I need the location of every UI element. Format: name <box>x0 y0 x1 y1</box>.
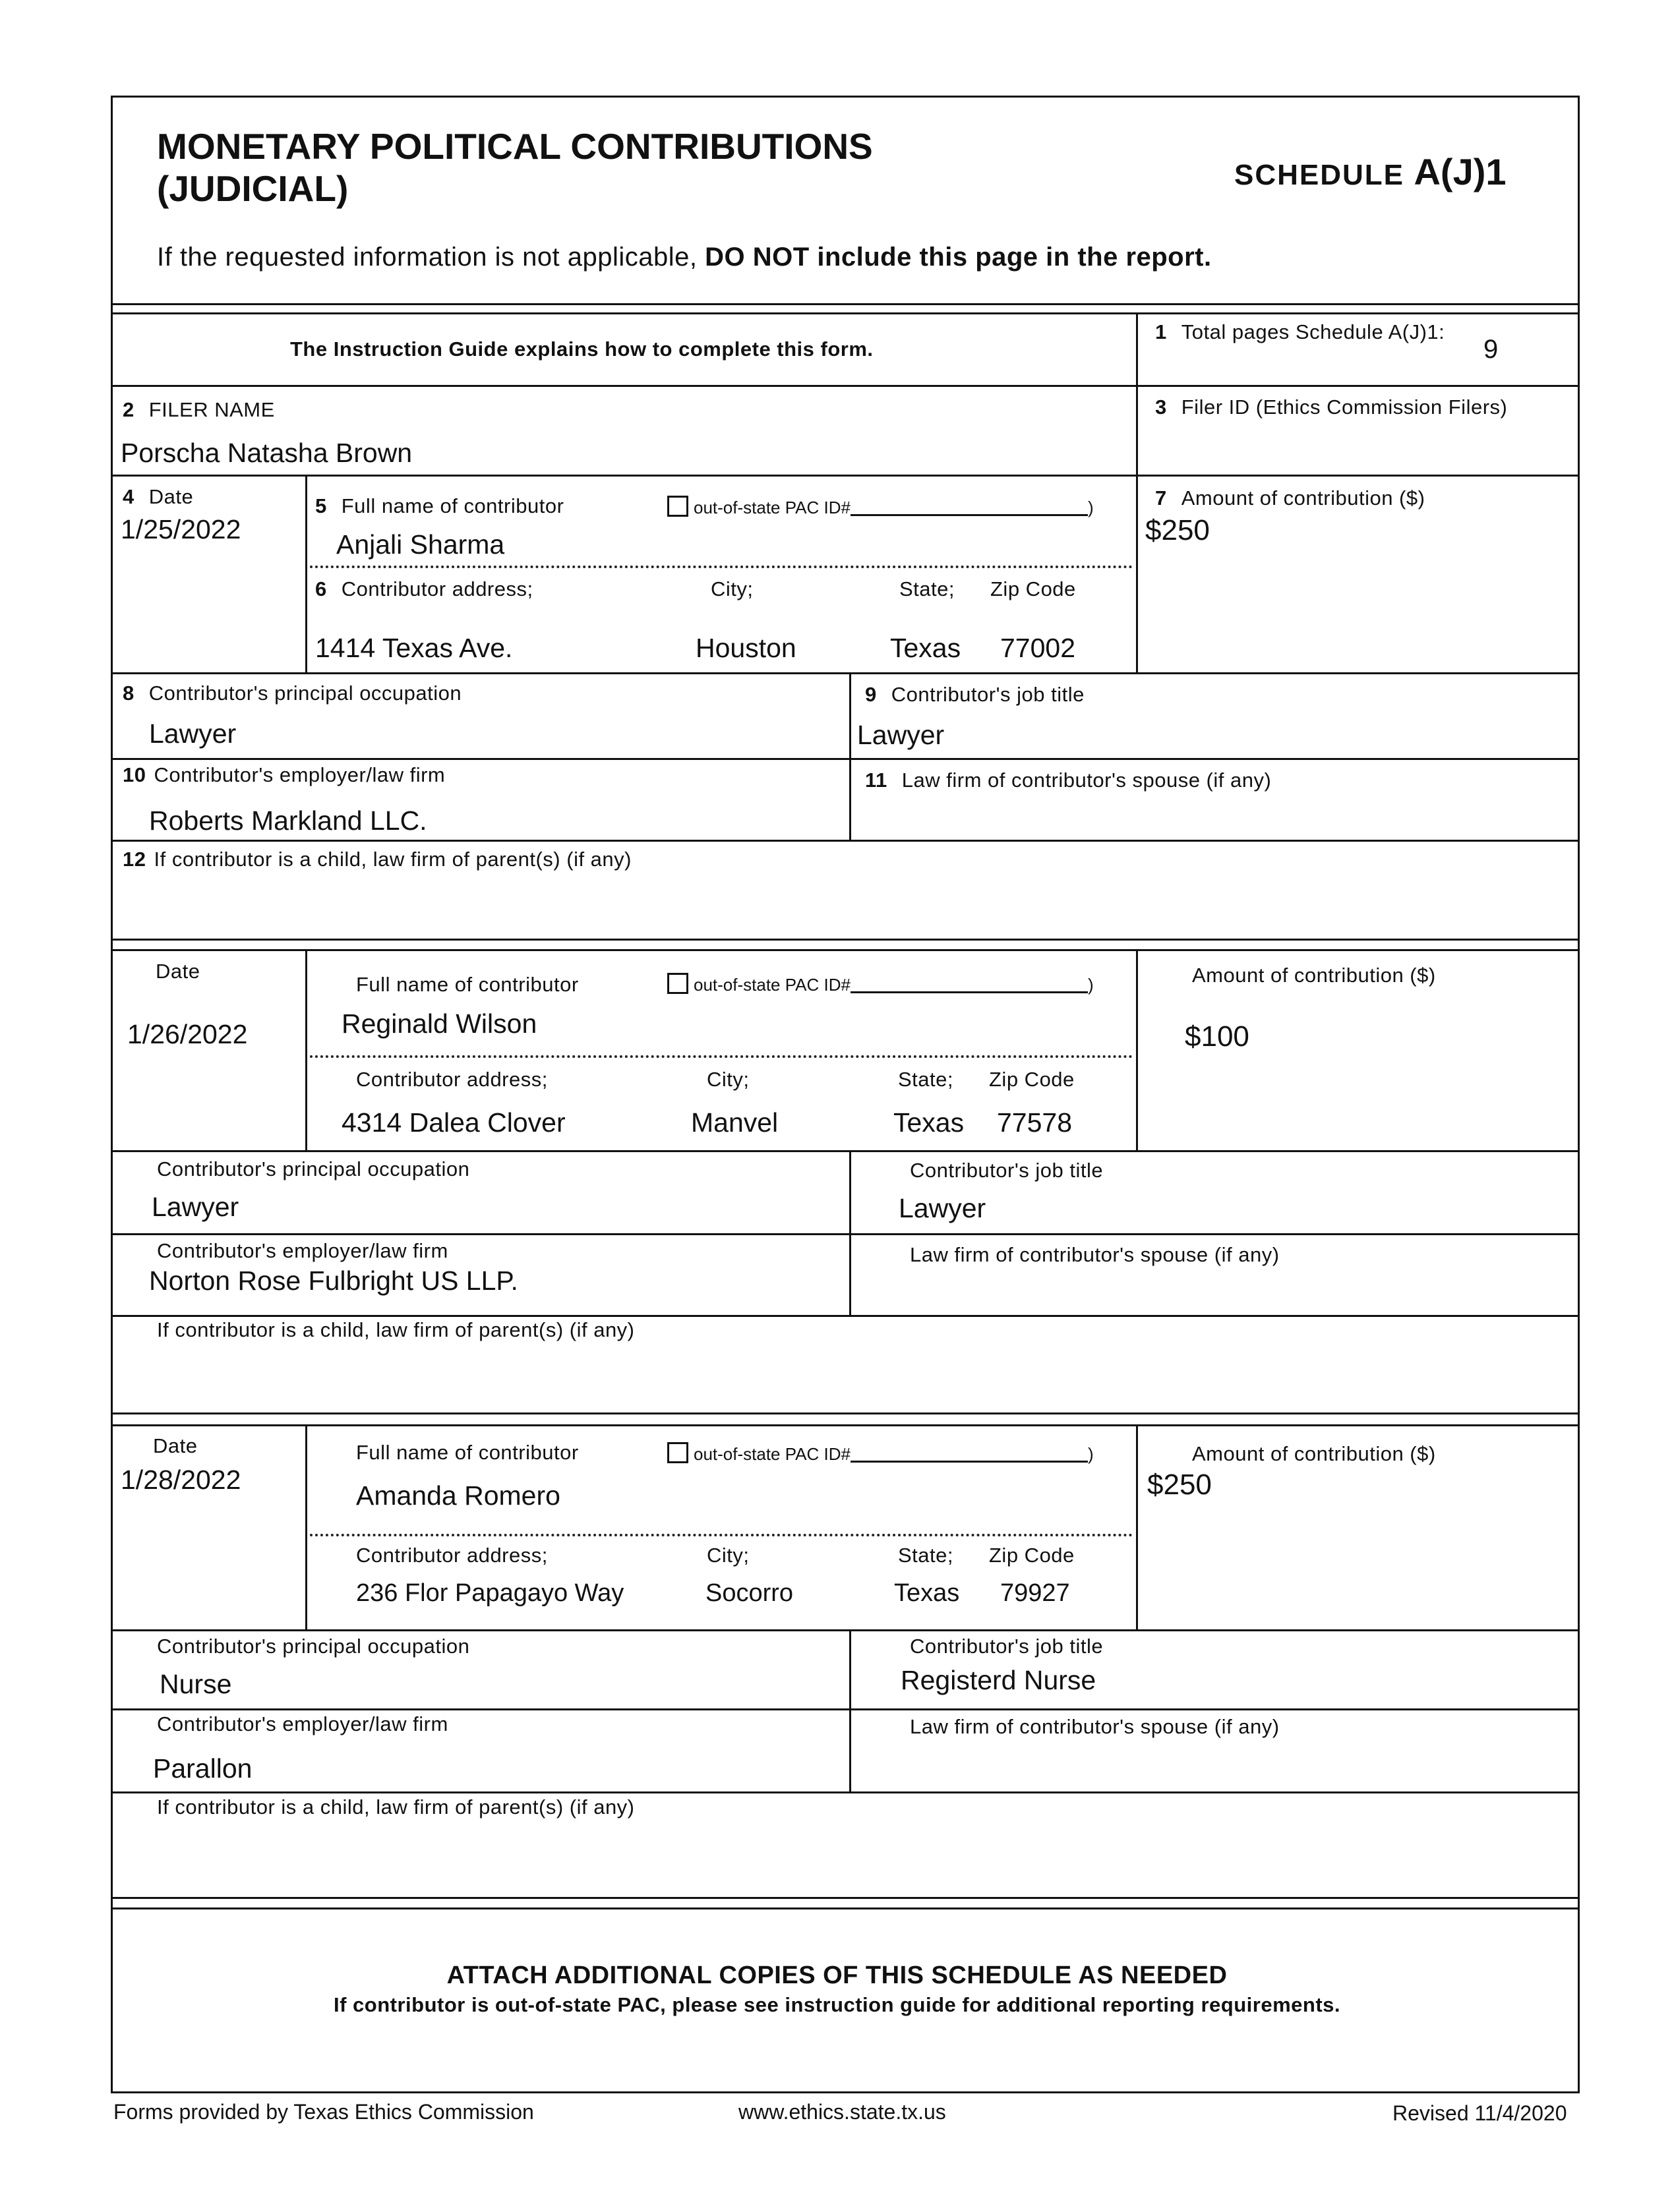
date-label: Date <box>153 1434 198 1457</box>
address-value: 4314 Dalea Clover <box>342 1107 566 1138</box>
zip-value: 79927 <box>1000 1579 1070 1607</box>
state-value: Texas <box>893 1107 965 1138</box>
notice-text: If the requested information is not applicable, <box>157 243 698 272</box>
job-title-label: 9 Contributor's job title <box>865 683 1085 706</box>
date-label: 4 Date <box>123 485 194 508</box>
form-title <box>157 125 873 210</box>
zip-value: 77002 <box>1000 633 1076 663</box>
city-label: City; <box>707 1544 750 1567</box>
job-title-value: Lawyer <box>899 1193 986 1223</box>
filer-name-label: 2 FILER NAME <box>123 398 275 421</box>
address-value: 1414 Texas Ave. <box>315 633 513 663</box>
date-value: 1/28/2022 <box>121 1465 241 1495</box>
city-label: City; <box>711 577 754 600</box>
state-value: Texas <box>894 1579 960 1607</box>
amount-label: Amount of contribution ($) <box>1192 1442 1436 1465</box>
occupation-label: Contributor's principal occupation <box>157 1635 470 1658</box>
spouse-firm-label: 11 Law firm of contributor's spouse (if any) <box>865 769 1272 792</box>
attach-notice: ATTACH ADDITIONAL COPIES OF THIS SCHEDULE AS NEEDED <box>446 1962 1228 1989</box>
state-label: State; <box>898 1544 953 1567</box>
amount-value: $100 <box>1185 1020 1249 1053</box>
contributor-name: Amanda Romero <box>356 1480 560 1511</box>
occupation-value: Lawyer <box>149 718 237 749</box>
employer-label: Contributor's employer/law firm <box>157 1712 448 1735</box>
amount-value: $250 <box>1145 514 1210 546</box>
form-title-line2: (JUDICIAL) <box>157 168 349 209</box>
parent-firm-label: If contributor is a child, law firm of parent(s) (if any) <box>157 1318 635 1341</box>
filer-name-value: Porscha Natasha Brown <box>121 438 413 468</box>
filer-id-label: 3 Filer ID (Ethics Commission Filers) <box>1155 395 1508 419</box>
employer-label: 10 Contributor's employer/law firm <box>123 763 446 786</box>
out-of-state-pac-checkbox[interactable]: out-of-state PAC ID# ) <box>667 1442 1094 1465</box>
amount-label: 7 Amount of contribution ($) <box>1155 486 1425 509</box>
occupation-label: Contributor's principal occupation <box>157 1157 470 1180</box>
schedule-code: A(J)1 <box>1414 151 1507 192</box>
pac-checkbox-box[interactable] <box>667 973 688 994</box>
footer-revised: Revised 11/4/2020 <box>1392 2101 1567 2125</box>
amount-label: Amount of contribution ($) <box>1192 964 1436 987</box>
state-label: State; <box>899 577 955 600</box>
employer-value: Roberts Markland LLC. <box>149 805 427 836</box>
address-label: 6 Contributor address; <box>315 577 533 600</box>
date-value: 1/26/2022 <box>127 1019 248 1049</box>
address-label: Contributor address; <box>356 1544 548 1567</box>
full-name-label: 5 Full name of contributor <box>315 494 564 517</box>
form-title-line1: MONETARY POLITICAL CONTRIBUTIONS <box>157 126 873 167</box>
parent-firm-label: 12 If contributor is a child, law firm of parent(s) (if any) <box>123 848 632 871</box>
zip-label: Zip Code <box>990 577 1076 600</box>
zip-label: Zip Code <box>989 1544 1075 1567</box>
occupation-label: 8 Contributor's principal occupation <box>123 682 462 705</box>
address-value: 236 Flor Papagayo Way <box>356 1579 624 1607</box>
instruction-text: The Instruction Guide explains how to complete this form. <box>290 337 874 361</box>
date-label: Date <box>156 960 200 983</box>
job-title-label: Contributor's job title <box>910 1635 1104 1658</box>
schedule-id <box>1234 150 1507 193</box>
contributor-name: Reginald Wilson <box>342 1008 537 1039</box>
state-value: Texas <box>890 633 961 663</box>
zip-label: Zip Code <box>989 1068 1075 1091</box>
total-pages-value: 9 <box>1483 335 1499 364</box>
full-name-label: Full name of contributor <box>356 973 579 996</box>
occupation-value: Lawyer <box>152 1192 239 1222</box>
pac-checkbox-box[interactable] <box>667 1442 688 1463</box>
total-pages-label: 1 Total pages Schedule A(J)1: <box>1155 320 1445 343</box>
city-value: Manvel <box>691 1107 779 1138</box>
out-of-state-pac-checkbox[interactable]: out-of-state PAC ID# ) <box>667 973 1094 995</box>
schedule-word: SCHEDULE <box>1234 159 1405 191</box>
notice <box>157 243 1212 272</box>
pac-checkbox-box[interactable] <box>667 496 688 517</box>
contributor-name: Anjali Sharma <box>336 529 505 560</box>
occupation-value: Nurse <box>160 1669 232 1699</box>
pac-instruction-note: If contributor is out-of-state PAC, please see instruction guide for additional reporting requirements. <box>333 1993 1340 2016</box>
job-title-label: Contributor's job title <box>910 1159 1104 1182</box>
footer-provided-by: Forms provided by Texas Ethics Commission <box>113 2100 534 2124</box>
parent-firm-label: If contributor is a child, law firm of parent(s) (if any) <box>157 1795 635 1819</box>
footer-website: www.ethics.state.tx.us <box>738 2100 946 2124</box>
date-value: 1/25/2022 <box>121 514 241 544</box>
spouse-firm-label: Law firm of contributor's spouse (if any) <box>910 1715 1280 1738</box>
full-name-label: Full name of contributor <box>356 1441 579 1464</box>
out-of-state-pac-checkbox[interactable]: out-of-state PAC ID# ) <box>667 496 1094 518</box>
employer-label: Contributor's employer/law firm <box>157 1239 448 1262</box>
state-label: State; <box>898 1068 953 1091</box>
city-label: City; <box>707 1068 750 1091</box>
amount-value: $250 <box>1147 1469 1212 1501</box>
city-value: Houston <box>696 633 796 663</box>
city-value: Socorro <box>705 1579 794 1607</box>
employer-value: Norton Rose Fulbright US LLP. <box>149 1266 518 1296</box>
notice-bold: DO NOT include this page in the report. <box>705 243 1212 272</box>
spouse-firm-label: Law firm of contributor's spouse (if any) <box>910 1243 1280 1266</box>
employer-value: Parallon <box>153 1753 253 1784</box>
zip-value: 77578 <box>997 1107 1073 1138</box>
job-title-value: Lawyer <box>857 720 945 750</box>
address-label: Contributor address; <box>356 1068 548 1091</box>
job-title-value: Registerd Nurse <box>901 1665 1096 1695</box>
